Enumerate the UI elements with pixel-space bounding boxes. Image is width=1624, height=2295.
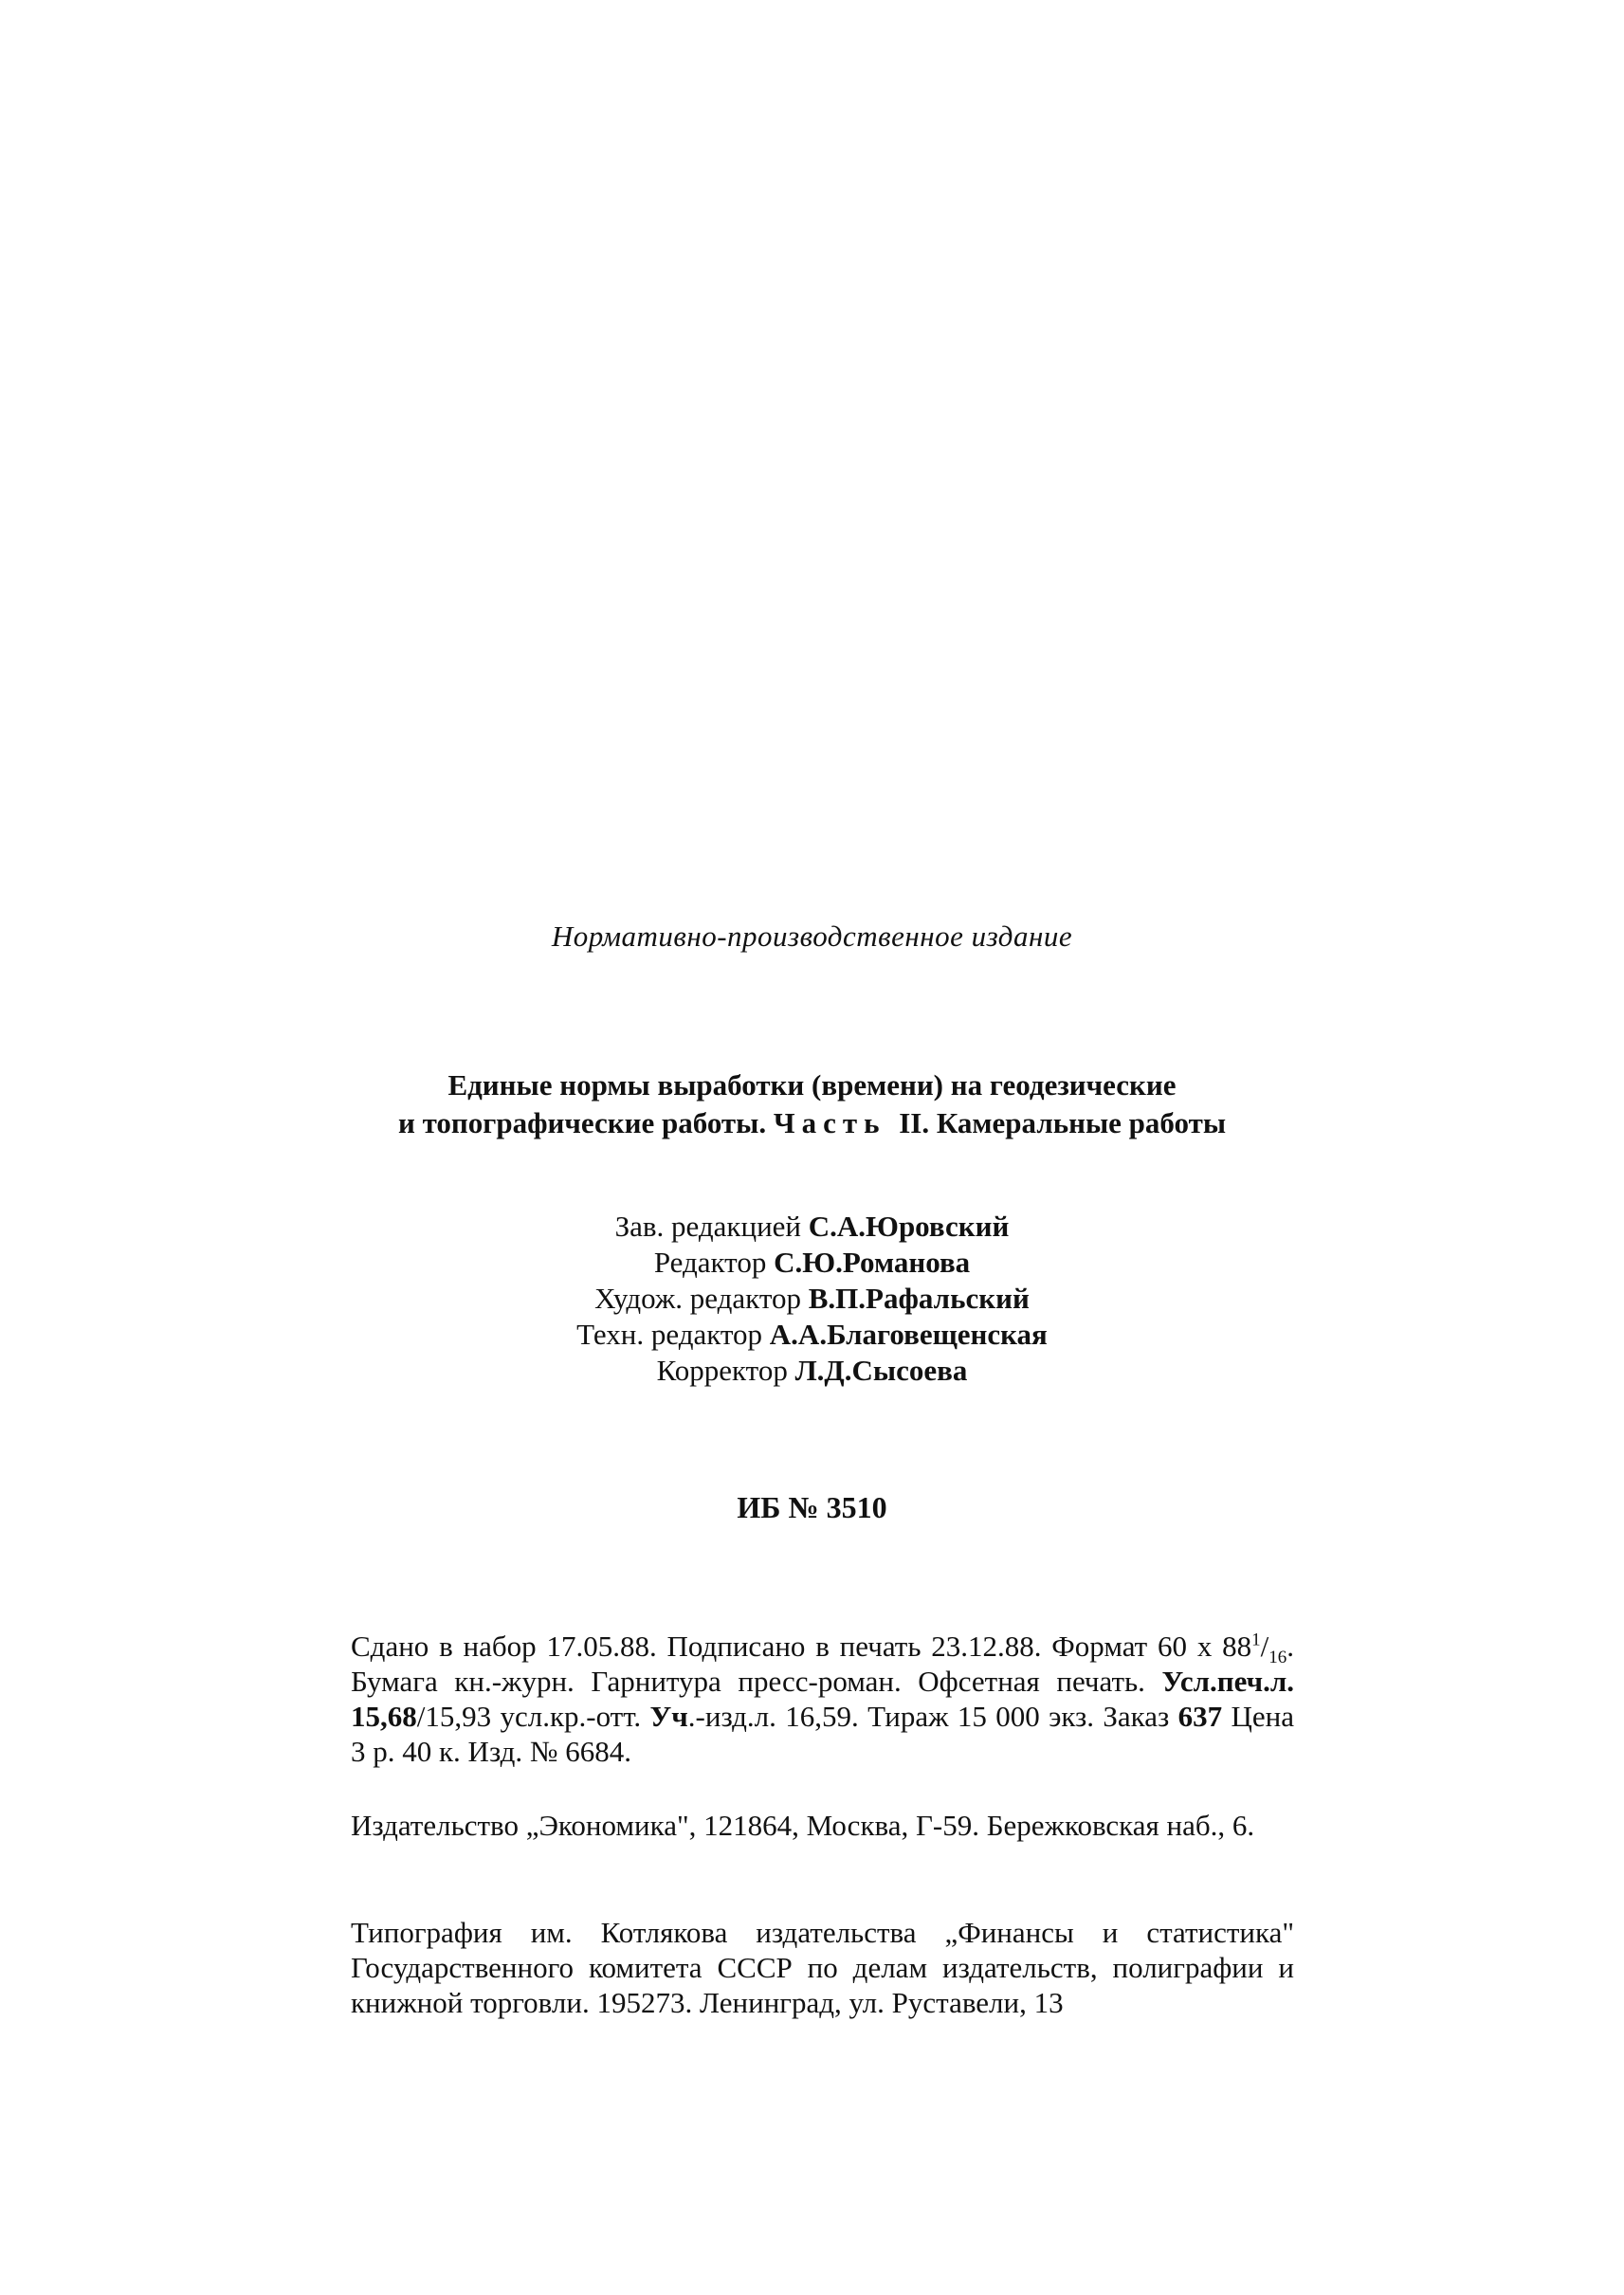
credit-line — [0, 1353, 1624, 1389]
credit-role: Техн. редактор — [576, 1318, 763, 1351]
credit-role: Худож. редактор — [594, 1282, 801, 1315]
usl-value: 15,68 — [351, 1700, 417, 1733]
credit-line — [0, 1281, 1624, 1317]
title-line-1: Единые нормы выработки (времени) на геодезические — [447, 1068, 1177, 1102]
credit-line — [0, 1317, 1624, 1353]
edition-type: Нормативно-производственное издание — [551, 920, 1073, 953]
credit-role: Корректор — [656, 1354, 788, 1387]
output-text-5: Цена 3 р. 40 к. Изд. № 6684. — [351, 1700, 1294, 1768]
credit-line — [0, 1245, 1624, 1281]
credit-name: В.П.Рафальский — [808, 1282, 1030, 1315]
order-number: 637 — [1177, 1700, 1223, 1733]
output-text-2: . Бумага кн.-журн. Гарнитура пресс-роман. Офсетная печать. — [351, 1630, 1294, 1698]
title-line-2-end: II. Камеральные работы — [899, 1106, 1227, 1139]
printer-paragraph: Типография им. Котлякова издательства „Финансы и статистика" Государственного комитета СССР по делам издательств, полиграфии и книжной торговли. 195273. Ленинград, ул. Руставели, 13 — [351, 1916, 1294, 2019]
ib-number: ИБ № 3510 — [737, 1490, 887, 1524]
credit-role: Зав. редакцией — [614, 1210, 802, 1243]
credit-line — [0, 1209, 1624, 1245]
output-text-3: /15,93 усл.кр.-отт. — [416, 1700, 642, 1733]
credit-role: Редактор — [653, 1246, 767, 1279]
format-subscript: 16 — [1268, 1648, 1287, 1668]
book-title — [0, 1066, 1624, 1142]
title-line-2 — [0, 1104, 1624, 1142]
publisher-paragraph: Издательство „Экономика", 121864, Москва, Г-59. Бережковская наб., 6. — [351, 1809, 1255, 1842]
credits-list — [0, 1209, 1624, 1389]
title-line-2-start: и топографические работы. — [397, 1106, 767, 1139]
credit-name: А.А.Благовещенская — [769, 1318, 1048, 1351]
output-data-paragraph — [351, 1629, 1294, 1769]
title-part-word: Часть — [773, 1106, 886, 1139]
credit-name: С.А.Юровский — [808, 1210, 1010, 1243]
usl-label: Усл.печ.л. — [1161, 1665, 1294, 1698]
credit-name: С.Ю.Романова — [774, 1246, 971, 1279]
credit-name: Л.Д.Сысоева — [794, 1354, 968, 1387]
output-text-1: Сдано в набор 17.05.88. Подписано в печать 23.12.88. Формат 60 x 88 — [351, 1630, 1252, 1663]
output-text-4: .-изд.л. 16,59. Тираж 15 000 экз. Заказ — [687, 1700, 1170, 1733]
format-slash: / — [1260, 1630, 1269, 1663]
format-superscript: 1 — [1251, 1630, 1261, 1650]
uch-label: Уч — [649, 1700, 688, 1733]
